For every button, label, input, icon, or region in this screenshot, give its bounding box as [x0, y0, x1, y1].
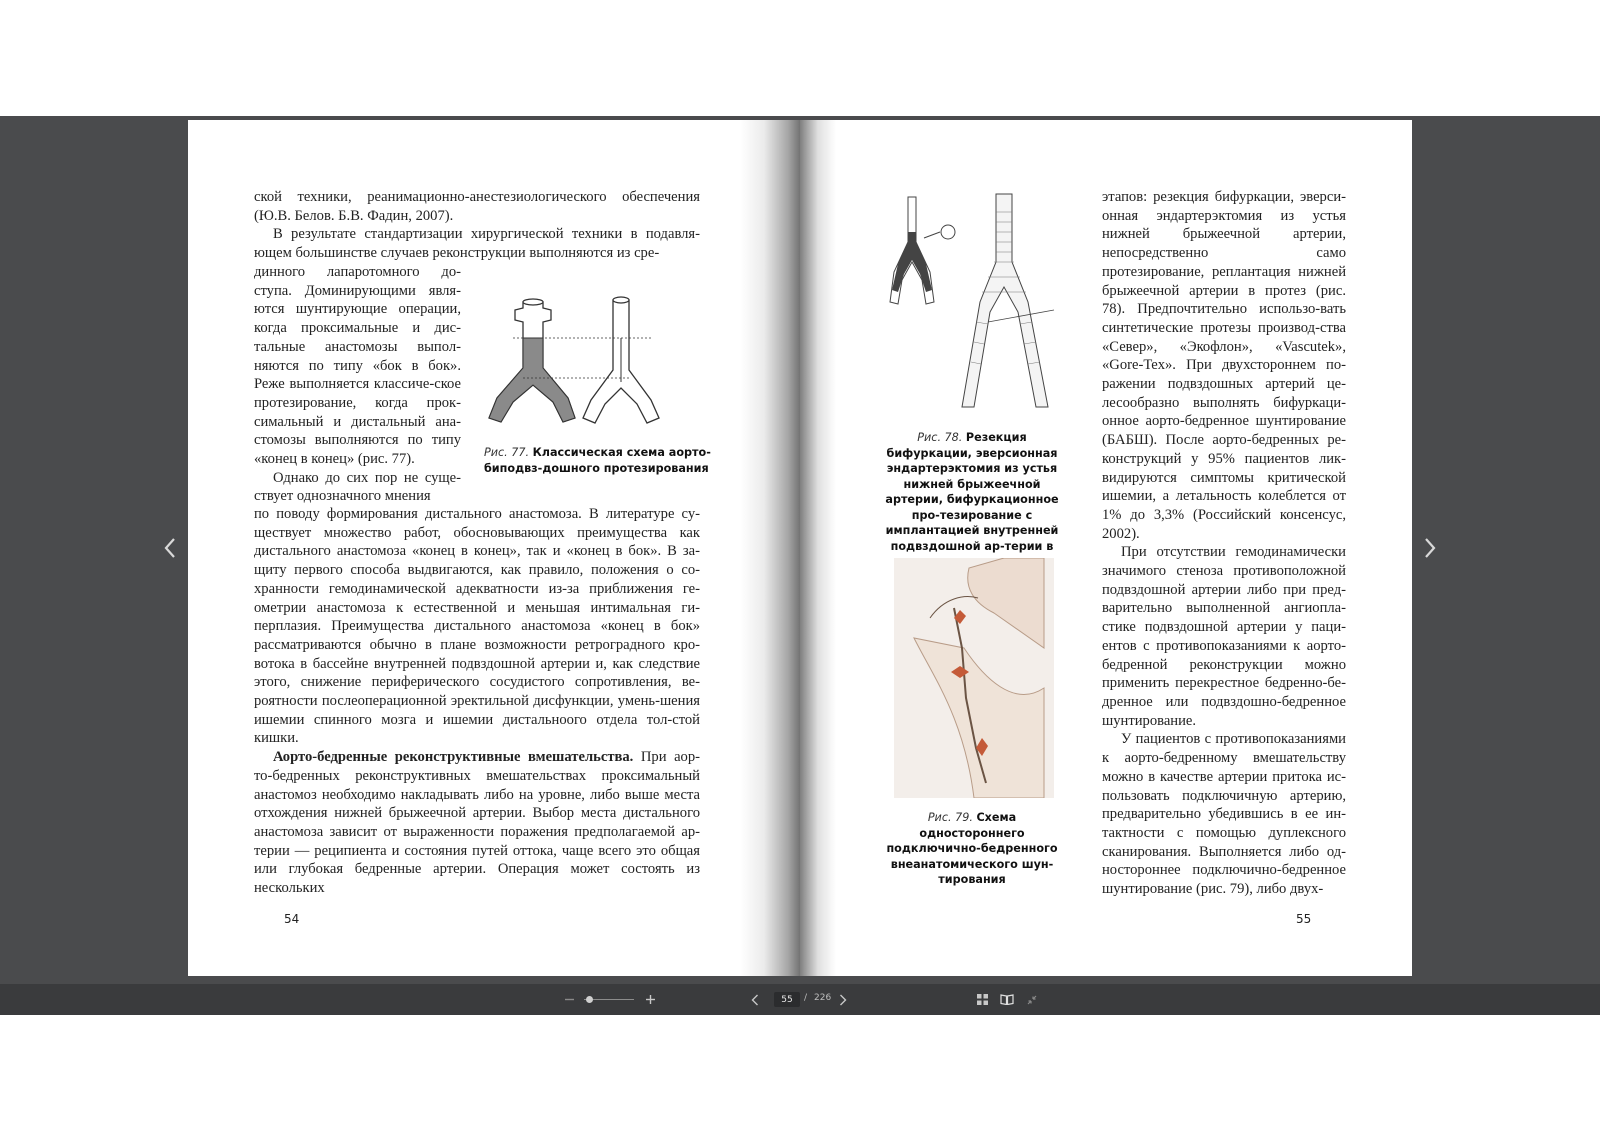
figure-title: Схема одностороннего подключично-бедренного внеанатомического шун-тирования: [886, 811, 1058, 886]
figure-number: Рис. 77.: [484, 446, 530, 459]
chevron-left-icon: [751, 994, 759, 1006]
section-heading: Аорто-бедренные реконструктивные вмешательства.: [273, 749, 634, 766]
figure-78-caption: [880, 430, 1064, 570]
grid-view-icon: [977, 994, 988, 1005]
text-block-bottom: [254, 505, 700, 898]
zoom-slider[interactable]: [584, 999, 634, 1000]
figure-78-resection-drawing: [878, 192, 1074, 410]
collapse-button[interactable]: [1024, 984, 1040, 1015]
paragraph: При отсутствии гемодинамически значимого стеноза противоположной подвздошной артерии либо при пред-варительно выполненной ангиопла-стике подвздошной артерии у паци-ентов с противопоказаниями к аорто-бедренной реконструкции можно применить перекрестное бедренно-бе-дренное или подвздошно-бедренное шунтирование.: [1102, 544, 1346, 729]
paragraph: этапов: резекция бифуркации, эверси-онная эндартерэктомия из устья нижней брыжеечной артерии, непосредственно само протезирование, реплантация нижней брыжеечной артерии в протез (рис. 78). Предпочтительно использо-вать синтетические протезы производ-ства «Север», «Экофлон», «Vascutek», «Gore-Tex». При двухстороннем по-ражении подвздошных артерий це-лесообразно выполнять бифуркаци-онное аорто-бедренное шунтирование (БАБШ). После аорто-бедренных ре-конструкций у 95% пациентов лик-видируются симптомы критической ишемии, а летальность колеблется от 1% до 3,3% (Российский консенсус, 2002).: [1102, 189, 1346, 542]
minus-icon: [565, 995, 574, 1004]
text-block-narrow: [254, 263, 461, 506]
total-pages: 226: [814, 993, 832, 1003]
text-column: [1102, 188, 1346, 899]
page-separator: /: [804, 993, 808, 1003]
grid-view-button[interactable]: [974, 984, 990, 1015]
paragraph: динного лапаротомного до-ступа. Доминирующими явля-ются шунтирующие операции, когда проксимальные и дис-тальные анастомозы выпол-няются по типу «бок в бок». Реже выполняется классиче-ское протезирование, когда прок-симальный и дистальный ана-стомозы выполняются по типу «конец в конец» (рис. 77).: [254, 264, 461, 468]
paragraph: ской техники, реанимационно-анестезиологического обеспечения (Ю.В. Белов. Б.В. Фадин, 2007).: [254, 189, 700, 224]
book-view-button[interactable]: [998, 984, 1016, 1015]
page-55: [800, 120, 1412, 976]
figure-77-aorta-scheme: [483, 290, 673, 435]
spine-shadow: [800, 120, 836, 976]
figure-title: Резекция бифуркации, эверсионная эндартерэктомия из устья нижней брыжеечной артерии, бифуркационное про-тезирование с имплантацией внутренней подвздошной ар-терии в: [885, 431, 1059, 553]
chevron-left-icon: [163, 537, 177, 559]
prev-page-button[interactable]: [156, 526, 184, 570]
next-page-button[interactable]: [1416, 526, 1444, 570]
paragraph: Однако до сих пор не суще-ствует однозначного мнения: [254, 469, 461, 505]
paragraph-text: При аор-то-бедренных реконструктивных вмешательствах проксимальный анастомоз необходимо накладывать либо на уровне, либо выше места отхождения нижней брыжеечной артерии. Выбор места дистального анастомоза зависит от выраженности поражения предполагаемой ар-терии — реципиента и состояния путей оттока, чаще всего это общая или глубокая бедренные артерии. Операция может состоять из нескольких: [254, 749, 700, 897]
figure-79-caption: [880, 810, 1064, 888]
paragraph: В результате стандартизации хирургической техники в подавля-ющем большинстве случаев реконструкции выполняются из сре-: [254, 226, 700, 262]
reader-stage: [0, 116, 1600, 984]
zoom-in-button[interactable]: [643, 984, 657, 1015]
zoom-slider-handle[interactable]: [586, 996, 593, 1003]
figure-77-caption: [484, 445, 744, 476]
book-view-icon: [1000, 994, 1014, 1005]
toolbar-prev-page-button[interactable]: [748, 984, 762, 1015]
paragraph: по поводу формирования дистального анастомоза. В литературе су-ществует множество работ, обосновывающих преимущества как дистального анастомоза «конец в конец», так и «конец в бок». В за-щиту первого способа выдвигаются, как правило, положения о со-хранности гемодинамической адекватности из-за приближения ге-ометрии анастомоза к естественной и меньшая интимальная ги-перплазия. Преимущества дистального анастомоза «конец в бок» рассматриваются обычно в плане возможности ретроградного кро-вотока в бассейне внутренней подвздошной артерии и, как следствие этого, снижение периферического сосудистого сопротивления, ве-роятности послеоперационной эректильной дисфункции, умень-шения ишемии спинного мозга и ишемии дистальноого отдела тол-стой кишки.: [254, 506, 700, 747]
paragraph: [254, 748, 700, 898]
plus-icon: [646, 995, 655, 1004]
figure-title: Классическая схема аорто-биподвз-дошного протезирования: [484, 446, 711, 475]
spine-shadow: [740, 120, 800, 976]
chevron-right-icon: [1423, 537, 1437, 559]
figure-number: Рис. 78.: [917, 431, 963, 444]
figure-number: Рис. 79.: [927, 811, 973, 824]
toolbar-next-page-button[interactable]: [836, 984, 850, 1015]
viewer-toolbar: [0, 984, 1600, 1015]
page-number: 55: [1296, 912, 1312, 926]
chevron-right-icon: [839, 994, 847, 1006]
page-number-input[interactable]: [774, 992, 800, 1007]
text-block-top: [254, 188, 700, 263]
paragraph: У пациентов с противопоказаниями к аорто-бедренному вмешательству можно в качестве артерии притока ис-пользовать подключичную артерию, предварительно убедившись в ее ин-тактности с помощью дуплексного сканирования. Выполняется либо од-ностороннее подключично-бедренное шунтирование (рис. 79), либо двух-: [1102, 731, 1346, 898]
figure-79-bypass-drawing: [894, 558, 1054, 798]
page-54: [188, 120, 800, 976]
collapse-icon: [1027, 995, 1037, 1005]
zoom-out-button[interactable]: [562, 984, 576, 1015]
page-number: 54: [284, 912, 300, 926]
